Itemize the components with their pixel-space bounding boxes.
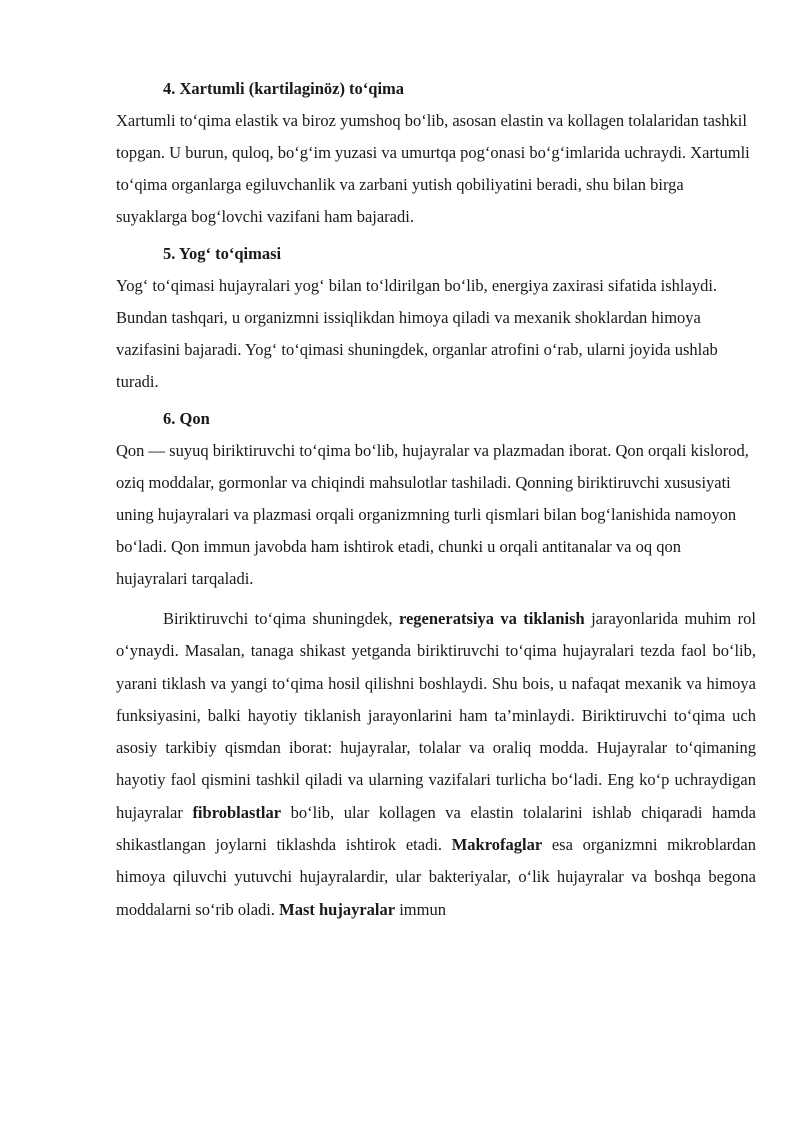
section-text-adipose: Yog‘ to‘qimasi hujayralari yog‘ bilan to‘ldirilgan bo‘lib, energiya zaxirasi sifatida ishlaydi. Bundan tashqari, u organizmni issiqlikdan himoya qiladi va mexanik shoklardan himoya vazifasini bajaradi. Yog‘ to‘qimasi shuningdek, organlar atrofini o‘rab, ularni joyida ushlab turadi. xyxy=(116,276,718,391)
section-heading-blood: 6. Qon xyxy=(163,409,210,428)
bold-term-regeneration: regeneratsiya va tiklanish xyxy=(398,609,585,628)
final-paragraph-text: Biriktiruvchi to‘qima shuningdek, xyxy=(163,609,399,628)
section-heading-adipose: 5. Yog‘ to‘qimasi xyxy=(163,244,282,263)
final-paragraph-text: jarayonlarida muhim rol o‘ynaydi. Masalan, tanaga shikast yetganda biriktiruvchi to‘qima hujayralari tezda faol bo‘lib, yarani tiklash va yangi to‘qima hosil qilishni boshlaydi. Shu bois, u nafaqat mexanik va himoya funksiyasini, balki hayotiy tiklanish jarayonlarini ham ta’minlaydi. Biriktiruvchi to‘qima uch asosiy tarkibiy qismdan iborat: hujayralar, tolalar va oraliq modda. Hujayralar to‘qimaning hayotiy faol qismini tashkil qiladi va ularning vazifalari turlicha bo‘ladi. Eng ko‘p uchraydigan hujayralar xyxy=(116,609,756,822)
bold-term-fibroblasts: fibroblastlar xyxy=(192,802,282,822)
final-paragraph xyxy=(116,603,756,926)
final-paragraph-text: immun xyxy=(395,899,446,919)
bold-term-macrophages: Makrofaglar xyxy=(451,835,543,855)
final-paragraph-text: esa organizmni mikroblardan himoya qiluvchi yutuvchi hujayralardir, ular bakteriyalar, o‘lik hujayralar va boshqa begona moddalarni so‘rib oladi. xyxy=(116,835,756,919)
section-text-blood: Qon — suyuq biriktiruvchi to‘qima bo‘lib, hujayralar va plazmadan iborat. Qon orqali kislorod, oziq moddalar, gormonlar va chiqindi mahsulotlar tashiladi. Qonning biriktiruvchi xususiyati uning hujayralari va plazmasi orqali organizmning turli qismlari bilan bog‘lanishida namoyon bo‘ladi. Qon immun javobda ham ishtirok etadi, chunki u orqali antitanalar va oq qon hujayralari tarqaladi. xyxy=(116,441,749,588)
document-page xyxy=(116,72,756,926)
section-text-cartilage: Xartumli to‘qima elastik va biroz yumshoq bo‘lib, asosan elastin va kollagen tolalaridan tashkil topgan. U burun, quloq, bo‘g‘im yuzasi va umurtqa pog‘onasi bo‘g‘imlarida uchraydi. Xartumli to‘qima organlarga egiluvchanlik va zarbani yutish qobiliyatini beradi, shu bilan birga suyaklarga bog‘lovchi vazifani ham bajaradi. xyxy=(116,111,750,226)
final-paragraph-text: bo‘lib, ular kollagen va elastin tolalarini ishlab chiqaradi hamda shikastlangan joylarni tiklashda ishtirok etadi. xyxy=(116,802,756,855)
bold-term-mast-cells: Mast hujayralar xyxy=(279,899,396,919)
section-heading-cartilage: 4. Xartumli (kartilaginöz) to‘qima xyxy=(163,79,405,98)
